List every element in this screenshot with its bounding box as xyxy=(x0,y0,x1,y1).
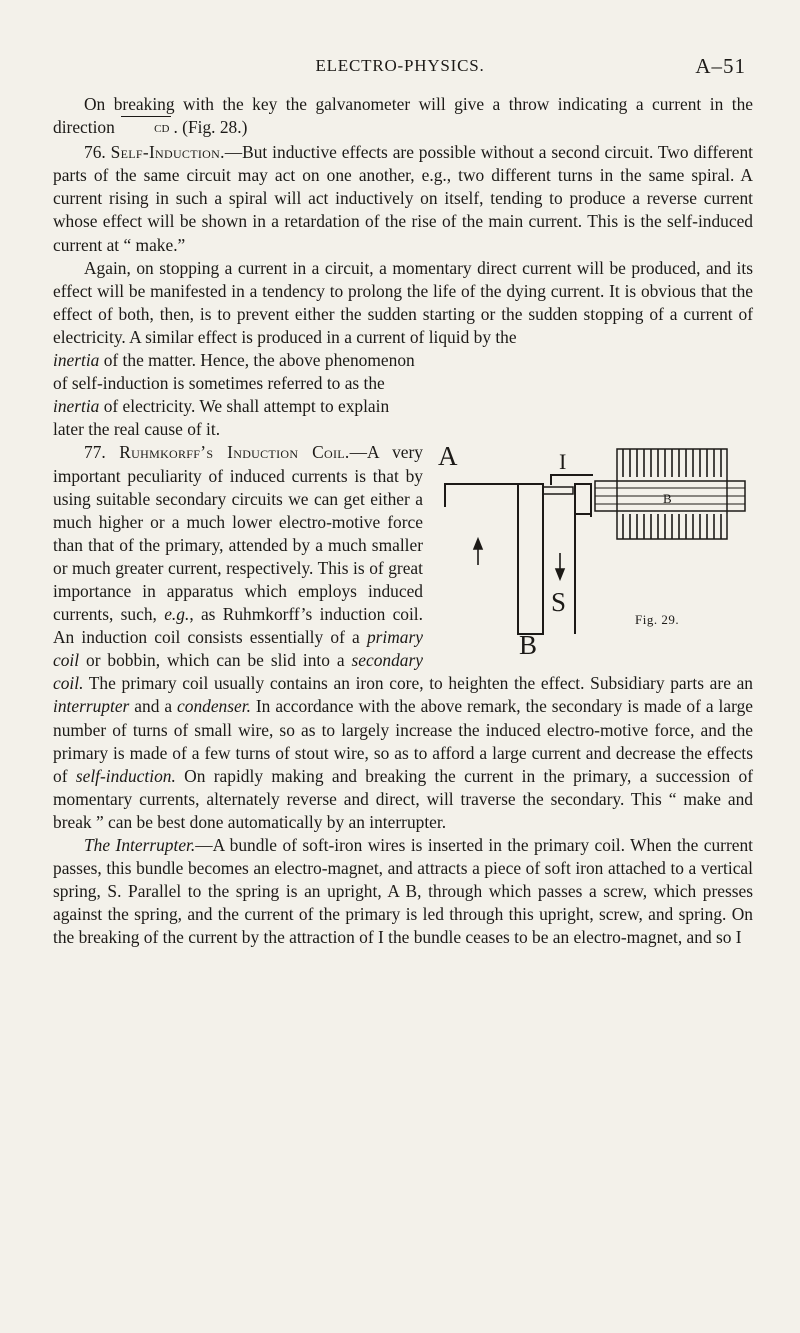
upright-ab xyxy=(518,484,543,634)
page-number: A–51 xyxy=(695,54,746,78)
soft-iron-armature xyxy=(575,484,591,514)
emphasis-inertia: inertia xyxy=(53,350,100,371)
paragraph-self-induction xyxy=(53,141,753,256)
emphasis: self-induction. xyxy=(75,765,176,786)
text-run: —A very important peculiarity of induced currents is that by using suitable secondary circuits we can get either a much higher or a much lower electro-motive force than that of the primary, attended by a much smaller or much greater current, respectively. This is of great importance in apparatus which employs induced currents, such, xyxy=(53,442,423,625)
coil-windings-bottom xyxy=(623,514,721,539)
page-header xyxy=(0,54,800,84)
emphasis: condenser. xyxy=(177,696,251,717)
text-run: , as Ruhmkorff’s induction coil. An induction coil consists essentially of a xyxy=(53,604,423,648)
label-a: A xyxy=(438,441,458,472)
label-s: S xyxy=(551,587,567,618)
paragraph-interrupter xyxy=(53,834,753,949)
text-run: or bobbin, which can be slid into a xyxy=(79,650,352,671)
emphasis: e.g. xyxy=(164,604,190,625)
text-run: Again, on stopping a current in a circuit, a momentary direct current will be produced, and its effect will be manifested in a tendency to prolong the life of the dying current. It is obvious that the effect of both, then, is to prevent either the sudden starting or the sudden stopping of a current of electricity. A similar effect is produced in a current of liquid by the xyxy=(53,257,753,347)
direction-arrow-cd xyxy=(119,118,173,141)
emphasis: interrupter xyxy=(53,696,130,717)
subsection-heading: The Interrupter. xyxy=(84,835,196,855)
downward-current-arrow xyxy=(556,569,564,579)
paragraph-galvanometer xyxy=(53,93,753,141)
direction-label: CD xyxy=(154,123,170,136)
running-title: ELECTRO-PHYSICS. xyxy=(315,56,485,75)
label-i: I xyxy=(559,449,567,475)
text-run: The primary coil usually contains an iron core, to heighten the effect. Subsidiary parts are an xyxy=(83,673,753,694)
figure-caption: Fig. 29. xyxy=(635,612,680,628)
section-heading: Ruhmkorff’s Induction Coil. xyxy=(119,442,350,463)
label-b-coil: B xyxy=(663,491,672,507)
text-run: —But inductive effects are possible without a second circuit. Two different parts of the same circuit may act on one another, e.g., two different turns in the same spiral. A current rising in such a spiral will act inductively on itself, tending to produce a reverse current whose effect will be shown in a retardation of the rise of the main current. This is the self-induced current at “ make.” xyxy=(53,142,753,255)
label-b: B xyxy=(519,630,538,660)
left-wire xyxy=(445,484,517,507)
text-run: —A bundle of soft-iron wires is inserted in the primary coil. When the current passes, this bundle becomes an electro-magnet, and attracts a piece of soft iron attached to a vertical spring, S. Parallel to the spring is an upright, A B, through which passes a screw, which presses against the spring, and the current of the primary is led through this upright, screw, and spring. On the breaking of the current by the attraction of I the bundle ceases to be an electro-magnet, and so I xyxy=(53,835,753,948)
arrow-bar xyxy=(121,116,171,117)
interrupter-diagram xyxy=(435,357,753,659)
paragraph-inertia xyxy=(53,257,753,349)
figure-29 xyxy=(435,357,753,659)
text-run: On breaking with the key the galvanometer will give a throw indicating a current in the direction xyxy=(53,94,753,138)
text-run: of the matter. Hence, the above phenomenon of self-induction is sometimes referred to as the xyxy=(53,350,415,394)
emphasis-inertia: inertia xyxy=(53,396,100,417)
text-run: . (Fig. 28.) xyxy=(173,117,248,138)
text-run: In accordance with the above remark, the secondary is made of a large number of turns of small wire, so as to largely increase the induced electro-motive force, and the primary is made of a few turns of stout wire, so as to afford a large current and decrease the effects of xyxy=(53,696,753,786)
body-text xyxy=(53,93,753,949)
text-run: and a xyxy=(129,696,178,717)
text-run: On rapidly making and breaking the current in the primary, a succession of momentary currents, alternately reverse and direct, will traverse the secondary. This “ make and break ” can be best done automatically by an interrupter. xyxy=(53,765,753,832)
screw xyxy=(543,487,573,494)
upward-current-arrow xyxy=(474,539,482,549)
section-number: 76. xyxy=(84,142,111,163)
coil-windings-top xyxy=(623,449,721,477)
text-run: of electricity. We shall attempt to explain later the real cause of it. xyxy=(53,396,390,440)
section-number: 77. xyxy=(84,442,120,463)
emphasis: secondary coil. xyxy=(53,650,423,694)
section-heading: Self-Induction. xyxy=(110,142,225,163)
emphasis: primary coil xyxy=(53,627,423,671)
